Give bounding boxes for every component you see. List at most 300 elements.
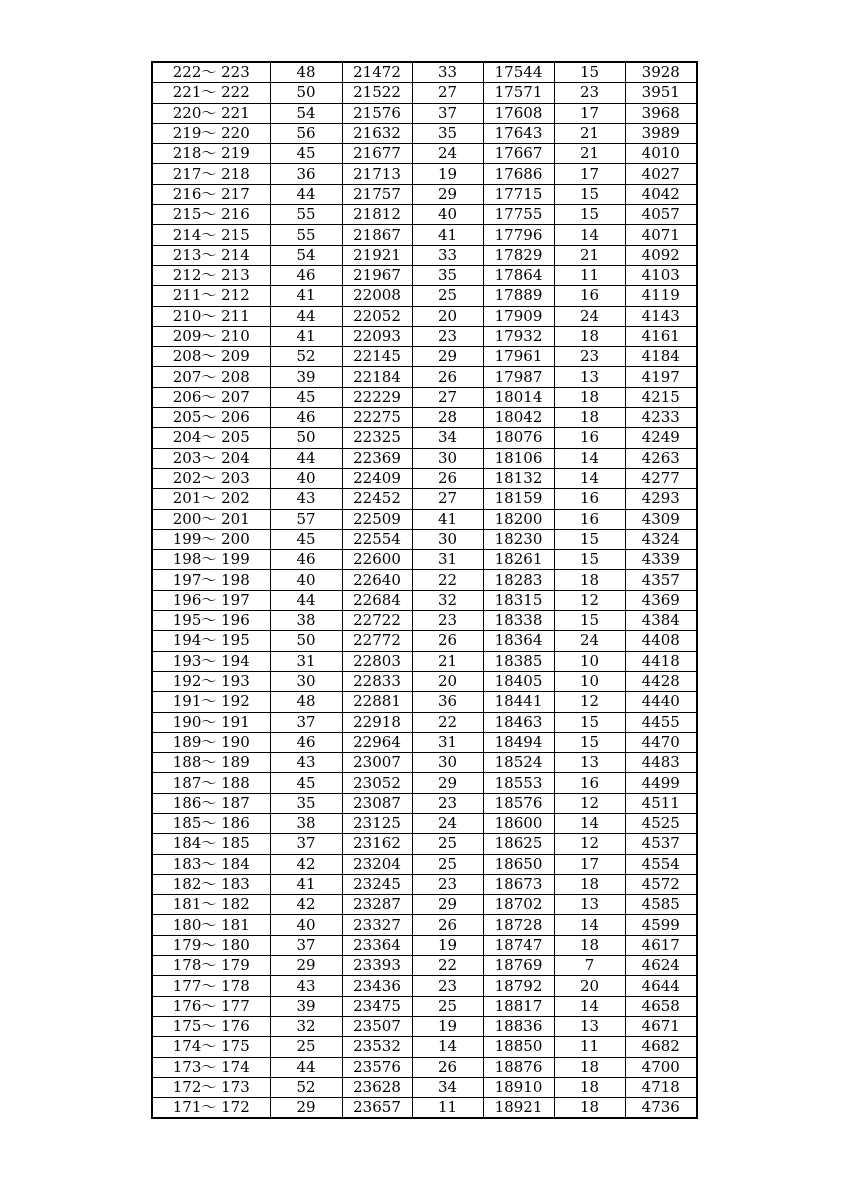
table-row: [152, 570, 697, 590]
count-b-cell: 11: [412, 1098, 483, 1119]
score-range-cell: 214～ 215: [152, 225, 270, 245]
count-c-cell: 15: [554, 205, 625, 225]
cumulative-c-cell: 4369: [625, 590, 697, 610]
table-row: [152, 1098, 697, 1119]
count-c-cell: 15: [554, 62, 625, 83]
count-b-cell: 29: [412, 773, 483, 793]
cumulative-b-cell: 17932: [483, 326, 554, 346]
table-row: [152, 123, 697, 143]
cumulative-a-cell: 21632: [342, 123, 412, 143]
count-c-cell: 11: [554, 265, 625, 285]
cumulative-c-cell: 4682: [625, 1037, 697, 1057]
count-c-cell: 12: [554, 692, 625, 712]
cumulative-c-cell: 4428: [625, 671, 697, 691]
table-row: [152, 854, 697, 874]
cumulative-b-cell: 18817: [483, 996, 554, 1016]
table-row: [152, 692, 697, 712]
count-b-cell: 31: [412, 732, 483, 752]
count-a-cell: 38: [270, 611, 342, 631]
cumulative-b-cell: 18200: [483, 509, 554, 529]
cumulative-b-cell: 18338: [483, 611, 554, 631]
cumulative-b-cell: 18876: [483, 1057, 554, 1077]
cumulative-c-cell: 4525: [625, 813, 697, 833]
cumulative-b-cell: 17544: [483, 62, 554, 83]
cumulative-a-cell: 21576: [342, 103, 412, 123]
cumulative-b-cell: 17987: [483, 367, 554, 387]
cumulative-a-cell: 22803: [342, 651, 412, 671]
count-a-cell: 52: [270, 1077, 342, 1097]
table-row: [152, 468, 697, 488]
cumulative-b-cell: 18792: [483, 976, 554, 996]
count-a-cell: 37: [270, 834, 342, 854]
table-row: [152, 935, 697, 955]
table-row: [152, 265, 697, 285]
cumulative-a-cell: 22964: [342, 732, 412, 752]
count-a-cell: 45: [270, 387, 342, 407]
score-range-cell: 185～ 186: [152, 813, 270, 833]
cumulative-b-cell: 17829: [483, 245, 554, 265]
cumulative-a-cell: 21812: [342, 205, 412, 225]
count-c-cell: 12: [554, 834, 625, 854]
table-row: [152, 387, 697, 407]
count-c-cell: 18: [554, 1098, 625, 1119]
score-range-cell: 192～ 193: [152, 671, 270, 691]
cumulative-b-cell: 18283: [483, 570, 554, 590]
cumulative-b-cell: 18385: [483, 651, 554, 671]
count-c-cell: 20: [554, 976, 625, 996]
cumulative-b-cell: 17961: [483, 347, 554, 367]
cumulative-b-cell: 18910: [483, 1077, 554, 1097]
count-a-cell: 44: [270, 306, 342, 326]
score-range-cell: 197～ 198: [152, 570, 270, 590]
count-b-cell: 27: [412, 83, 483, 103]
score-range-cell: 219～ 220: [152, 123, 270, 143]
count-b-cell: 21: [412, 651, 483, 671]
cumulative-b-cell: 17755: [483, 205, 554, 225]
score-range-cell: 213～ 214: [152, 245, 270, 265]
count-a-cell: 43: [270, 753, 342, 773]
table-row: [152, 651, 697, 671]
cumulative-c-cell: 4071: [625, 225, 697, 245]
table-row: [152, 103, 697, 123]
cumulative-c-cell: 4718: [625, 1077, 697, 1097]
score-range-cell: 204～ 205: [152, 428, 270, 448]
table-row: [152, 834, 697, 854]
table-row: [152, 550, 697, 570]
count-b-cell: 23: [412, 874, 483, 894]
count-a-cell: 44: [270, 590, 342, 610]
cumulative-c-cell: 4671: [625, 1016, 697, 1036]
table-row: [152, 144, 697, 164]
cumulative-c-cell: 4624: [625, 956, 697, 976]
count-c-cell: 15: [554, 184, 625, 204]
count-a-cell: 40: [270, 915, 342, 935]
score-range-cell: 209～ 210: [152, 326, 270, 346]
count-c-cell: 14: [554, 915, 625, 935]
score-range-cell: 193～ 194: [152, 651, 270, 671]
cumulative-c-cell: 3928: [625, 62, 697, 83]
count-b-cell: 29: [412, 895, 483, 915]
count-a-cell: 45: [270, 144, 342, 164]
table-row: [152, 367, 697, 387]
score-range-cell: 174～ 175: [152, 1037, 270, 1057]
score-range-cell: 171～ 172: [152, 1098, 270, 1119]
cumulative-b-cell: 18673: [483, 874, 554, 894]
cumulative-c-cell: 4599: [625, 915, 697, 935]
count-c-cell: 12: [554, 793, 625, 813]
count-c-cell: 24: [554, 631, 625, 651]
cumulative-a-cell: 23507: [342, 1016, 412, 1036]
count-b-cell: 22: [412, 712, 483, 732]
cumulative-a-cell: 22833: [342, 671, 412, 691]
count-c-cell: 10: [554, 671, 625, 691]
count-b-cell: 26: [412, 631, 483, 651]
count-c-cell: 18: [554, 387, 625, 407]
cumulative-c-cell: 4184: [625, 347, 697, 367]
cumulative-a-cell: 22275: [342, 408, 412, 428]
cumulative-c-cell: 4511: [625, 793, 697, 813]
count-b-cell: 25: [412, 834, 483, 854]
count-a-cell: 50: [270, 83, 342, 103]
cumulative-b-cell: 17715: [483, 184, 554, 204]
count-b-cell: 40: [412, 205, 483, 225]
count-b-cell: 28: [412, 408, 483, 428]
count-b-cell: 27: [412, 489, 483, 509]
count-b-cell: 19: [412, 1016, 483, 1036]
count-c-cell: 21: [554, 123, 625, 143]
count-c-cell: 15: [554, 732, 625, 752]
count-a-cell: 31: [270, 651, 342, 671]
count-b-cell: 31: [412, 550, 483, 570]
table-row: [152, 509, 697, 529]
table-row: [152, 529, 697, 549]
cumulative-b-cell: 18106: [483, 448, 554, 468]
count-c-cell: 17: [554, 103, 625, 123]
count-b-cell: 34: [412, 428, 483, 448]
score-range-cell: 212～ 213: [152, 265, 270, 285]
count-c-cell: 15: [554, 611, 625, 631]
count-b-cell: 23: [412, 976, 483, 996]
count-c-cell: 24: [554, 306, 625, 326]
count-c-cell: 18: [554, 570, 625, 590]
score-range-cell: 194～ 195: [152, 631, 270, 651]
score-range-cell: 211～ 212: [152, 286, 270, 306]
cumulative-a-cell: 22409: [342, 468, 412, 488]
cumulative-a-cell: 23327: [342, 915, 412, 935]
cumulative-b-cell: 18014: [483, 387, 554, 407]
count-b-cell: 25: [412, 854, 483, 874]
count-a-cell: 56: [270, 123, 342, 143]
score-range-cell: 199～ 200: [152, 529, 270, 549]
count-b-cell: 25: [412, 286, 483, 306]
count-c-cell: 23: [554, 347, 625, 367]
score-range-cell: 187～ 188: [152, 773, 270, 793]
table-row: [152, 793, 697, 813]
cumulative-b-cell: 18650: [483, 854, 554, 874]
cumulative-a-cell: 23364: [342, 935, 412, 955]
cumulative-c-cell: 4499: [625, 773, 697, 793]
cumulative-a-cell: 22093: [342, 326, 412, 346]
table-row: [152, 428, 697, 448]
count-b-cell: 36: [412, 692, 483, 712]
count-a-cell: 54: [270, 103, 342, 123]
count-b-cell: 24: [412, 144, 483, 164]
count-c-cell: 14: [554, 448, 625, 468]
cumulative-a-cell: 21921: [342, 245, 412, 265]
cumulative-c-cell: 4092: [625, 245, 697, 265]
table-body: [152, 62, 697, 1118]
cumulative-c-cell: 4197: [625, 367, 697, 387]
cumulative-c-cell: 4042: [625, 184, 697, 204]
cumulative-a-cell: 22554: [342, 529, 412, 549]
count-b-cell: 26: [412, 367, 483, 387]
cumulative-c-cell: 4057: [625, 205, 697, 225]
cumulative-a-cell: 22008: [342, 286, 412, 306]
score-range-cell: 208～ 209: [152, 347, 270, 367]
cumulative-a-cell: 23087: [342, 793, 412, 813]
count-c-cell: 23: [554, 83, 625, 103]
score-range-cell: 188～ 189: [152, 753, 270, 773]
cumulative-b-cell: 18769: [483, 956, 554, 976]
score-range-cell: 191～ 192: [152, 692, 270, 712]
cumulative-c-cell: 4585: [625, 895, 697, 915]
cumulative-a-cell: 22881: [342, 692, 412, 712]
table-row: [152, 1057, 697, 1077]
cumulative-a-cell: 21967: [342, 265, 412, 285]
count-a-cell: 40: [270, 468, 342, 488]
count-c-cell: 10: [554, 651, 625, 671]
score-range-cell: 206～ 207: [152, 387, 270, 407]
count-c-cell: 16: [554, 489, 625, 509]
count-b-cell: 32: [412, 590, 483, 610]
score-range-cell: 190～ 191: [152, 712, 270, 732]
count-a-cell: 50: [270, 631, 342, 651]
count-c-cell: 16: [554, 509, 625, 529]
count-a-cell: 41: [270, 326, 342, 346]
table-row: [152, 956, 697, 976]
count-a-cell: 44: [270, 448, 342, 468]
count-c-cell: 12: [554, 590, 625, 610]
count-b-cell: 26: [412, 468, 483, 488]
count-b-cell: 20: [412, 671, 483, 691]
cumulative-a-cell: 23245: [342, 874, 412, 894]
cumulative-b-cell: 18728: [483, 915, 554, 935]
score-range-cell: 173～ 174: [152, 1057, 270, 1077]
count-a-cell: 40: [270, 570, 342, 590]
count-a-cell: 29: [270, 956, 342, 976]
cumulative-a-cell: 22722: [342, 611, 412, 631]
count-a-cell: 32: [270, 1016, 342, 1036]
count-a-cell: 42: [270, 895, 342, 915]
count-b-cell: 22: [412, 956, 483, 976]
cumulative-c-cell: 4554: [625, 854, 697, 874]
cumulative-c-cell: 4143: [625, 306, 697, 326]
count-b-cell: 19: [412, 164, 483, 184]
count-a-cell: 35: [270, 793, 342, 813]
count-a-cell: 37: [270, 935, 342, 955]
table-row: [152, 408, 697, 428]
cumulative-b-cell: 18463: [483, 712, 554, 732]
cumulative-c-cell: 3968: [625, 103, 697, 123]
cumulative-b-cell: 18076: [483, 428, 554, 448]
cumulative-a-cell: 23007: [342, 753, 412, 773]
cumulative-b-cell: 18747: [483, 935, 554, 955]
cumulative-c-cell: 3989: [625, 123, 697, 143]
table-row: [152, 347, 697, 367]
cumulative-a-cell: 21713: [342, 164, 412, 184]
count-a-cell: 46: [270, 550, 342, 570]
count-c-cell: 16: [554, 286, 625, 306]
cumulative-c-cell: 4384: [625, 611, 697, 631]
cumulative-b-cell: 17608: [483, 103, 554, 123]
cumulative-c-cell: 4324: [625, 529, 697, 549]
count-a-cell: 52: [270, 347, 342, 367]
table-row: [152, 62, 697, 83]
cumulative-c-cell: 4249: [625, 428, 697, 448]
score-range-cell: 201～ 202: [152, 489, 270, 509]
count-b-cell: 33: [412, 62, 483, 83]
count-a-cell: 41: [270, 874, 342, 894]
count-a-cell: 46: [270, 265, 342, 285]
table-row: [152, 184, 697, 204]
score-range-cell: 181～ 182: [152, 895, 270, 915]
cumulative-b-cell: 17909: [483, 306, 554, 326]
table-row: [152, 671, 697, 691]
cumulative-b-cell: 18836: [483, 1016, 554, 1036]
table-row: [152, 448, 697, 468]
cumulative-c-cell: 4263: [625, 448, 697, 468]
count-a-cell: 46: [270, 408, 342, 428]
table-row: [152, 895, 697, 915]
cumulative-a-cell: 23532: [342, 1037, 412, 1057]
score-range-cell: 216～ 217: [152, 184, 270, 204]
count-c-cell: 18: [554, 1057, 625, 1077]
cumulative-c-cell: 4215: [625, 387, 697, 407]
count-c-cell: 21: [554, 144, 625, 164]
cumulative-a-cell: 22184: [342, 367, 412, 387]
cumulative-b-cell: 18441: [483, 692, 554, 712]
count-a-cell: 54: [270, 245, 342, 265]
score-range-cell: 183～ 184: [152, 854, 270, 874]
count-b-cell: 14: [412, 1037, 483, 1057]
cumulative-c-cell: 4418: [625, 651, 697, 671]
table-row: [152, 205, 697, 225]
table-row: [152, 326, 697, 346]
cumulative-b-cell: 18405: [483, 671, 554, 691]
cumulative-b-cell: 18600: [483, 813, 554, 833]
cumulative-a-cell: 22145: [342, 347, 412, 367]
cumulative-a-cell: 22229: [342, 387, 412, 407]
table-row: [152, 286, 697, 306]
count-a-cell: 42: [270, 854, 342, 874]
cumulative-a-cell: 23628: [342, 1077, 412, 1097]
cumulative-b-cell: 18159: [483, 489, 554, 509]
score-range-cell: 215～ 216: [152, 205, 270, 225]
count-c-cell: 15: [554, 529, 625, 549]
cumulative-c-cell: 4293: [625, 489, 697, 509]
count-c-cell: 15: [554, 550, 625, 570]
count-c-cell: 16: [554, 428, 625, 448]
cumulative-a-cell: 23204: [342, 854, 412, 874]
table-row: [152, 915, 697, 935]
count-c-cell: 14: [554, 225, 625, 245]
cumulative-a-cell: 21757: [342, 184, 412, 204]
count-c-cell: 13: [554, 367, 625, 387]
cumulative-a-cell: 22772: [342, 631, 412, 651]
count-b-cell: 30: [412, 448, 483, 468]
table-row: [152, 813, 697, 833]
cumulative-c-cell: 4233: [625, 408, 697, 428]
cumulative-b-cell: 18576: [483, 793, 554, 813]
cumulative-a-cell: 23162: [342, 834, 412, 854]
count-a-cell: 30: [270, 671, 342, 691]
score-range-cell: 172～ 173: [152, 1077, 270, 1097]
score-range-cell: 186～ 187: [152, 793, 270, 813]
count-b-cell: 35: [412, 123, 483, 143]
cumulative-a-cell: 22684: [342, 590, 412, 610]
cumulative-c-cell: 4617: [625, 935, 697, 955]
count-a-cell: 55: [270, 225, 342, 245]
cumulative-b-cell: 18315: [483, 590, 554, 610]
table-row: [152, 489, 697, 509]
count-b-cell: 29: [412, 347, 483, 367]
cumulative-b-cell: 18042: [483, 408, 554, 428]
cumulative-c-cell: 4537: [625, 834, 697, 854]
table-row: [152, 753, 697, 773]
count-b-cell: 30: [412, 529, 483, 549]
score-range-cell: 222～ 223: [152, 62, 270, 83]
cumulative-c-cell: 4470: [625, 732, 697, 752]
score-range-cell: 175～ 176: [152, 1016, 270, 1036]
table-row: [152, 83, 697, 103]
score-range-cell: 202～ 203: [152, 468, 270, 488]
count-a-cell: 57: [270, 509, 342, 529]
cumulative-a-cell: 21677: [342, 144, 412, 164]
count-a-cell: 36: [270, 164, 342, 184]
count-c-cell: 21: [554, 245, 625, 265]
score-range-cell: 176～ 177: [152, 996, 270, 1016]
count-a-cell: 43: [270, 976, 342, 996]
cumulative-a-cell: 23125: [342, 813, 412, 833]
cumulative-c-cell: 4339: [625, 550, 697, 570]
count-c-cell: 18: [554, 326, 625, 346]
count-c-cell: 18: [554, 408, 625, 428]
score-range-cell: 205～ 206: [152, 408, 270, 428]
cumulative-b-cell: 17643: [483, 123, 554, 143]
cumulative-c-cell: 4161: [625, 326, 697, 346]
cumulative-a-cell: 22509: [342, 509, 412, 529]
table-row: [152, 245, 697, 265]
cumulative-c-cell: 4027: [625, 164, 697, 184]
cumulative-a-cell: 22369: [342, 448, 412, 468]
count-c-cell: 11: [554, 1037, 625, 1057]
cumulative-c-cell: 4357: [625, 570, 697, 590]
score-range-cell: 196～ 197: [152, 590, 270, 610]
table-row: [152, 773, 697, 793]
count-b-cell: 33: [412, 245, 483, 265]
cumulative-a-cell: 23287: [342, 895, 412, 915]
count-b-cell: 27: [412, 387, 483, 407]
score-distribution-table: [151, 61, 698, 1119]
count-c-cell: 7: [554, 956, 625, 976]
count-b-cell: 24: [412, 813, 483, 833]
count-b-cell: 26: [412, 915, 483, 935]
score-range-cell: 195～ 196: [152, 611, 270, 631]
cumulative-a-cell: 22600: [342, 550, 412, 570]
cumulative-c-cell: 4658: [625, 996, 697, 1016]
score-range-cell: 198～ 199: [152, 550, 270, 570]
score-range-cell: 210～ 211: [152, 306, 270, 326]
